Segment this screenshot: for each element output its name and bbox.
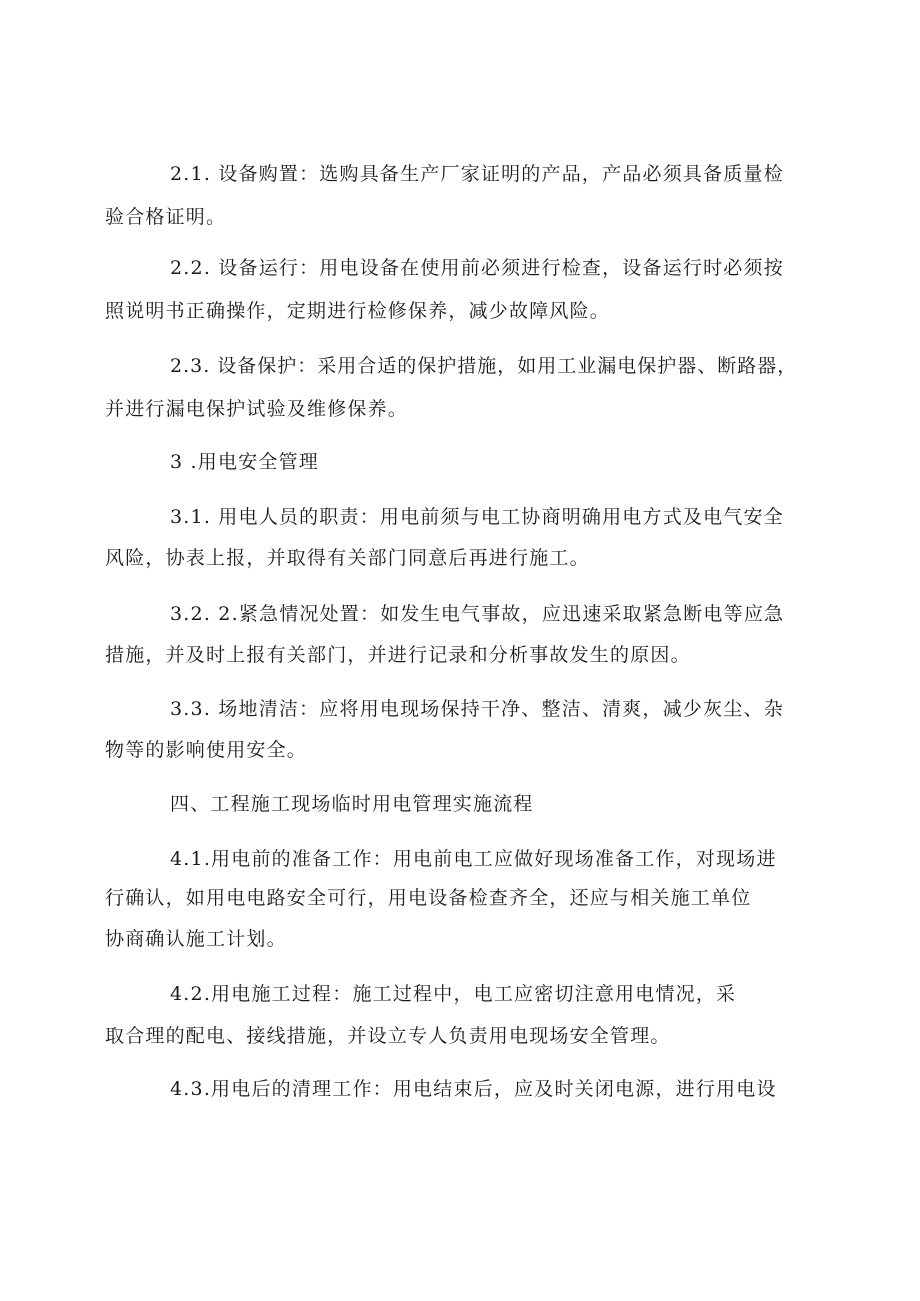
paragraph-line: 协商确认施工计划。 bbox=[105, 928, 287, 950]
paragraph-line: 风险，协表上报，并取得有关部门同意后再进行施工。 bbox=[105, 547, 590, 569]
paragraph-line: 3.1. 用电人员的职责：用电前须与电工协商明确用电方式及电气安全 bbox=[170, 506, 784, 528]
paragraph-line: 行确认，如用电电路安全可行，用电设备检查齐全，还应与相关施工单位 bbox=[105, 887, 752, 909]
paragraph-line: 取合理的配电、接线措施，并设立专人负责用电现场安全管理。 bbox=[105, 1025, 671, 1047]
section-heading: 四、工程施工现场临时用电管理实施流程 bbox=[170, 793, 534, 815]
paragraph-line: 验合格证明。 bbox=[105, 206, 227, 228]
paragraph-line: 措施，并及时上报有关部门，并进行记录和分析事故发生的原因。 bbox=[105, 644, 691, 666]
paragraph-line: 2.1. 设备购置：选购具备生产厂家证明的产品，产品必须具备质量检 bbox=[170, 163, 784, 185]
paragraph-line: 2.3. 设备保护：采用合适的保护措施，如用工业漏电保护器、断路器， bbox=[170, 355, 798, 377]
paragraph-line: 4.2.用电施工过程：施工过程中，电工应密切注意用电情况，采 bbox=[170, 983, 737, 1005]
paragraph-line: 并进行漏电保护试验及维修保养。 bbox=[105, 398, 409, 420]
paragraph-line: 4.1.用电前的准备工作：用电前电工应做好现场准备工作，对现场进 bbox=[170, 848, 777, 870]
paragraph-line: 物等的影响使用安全。 bbox=[105, 739, 308, 761]
section-heading: 3 .用电安全管理 bbox=[170, 451, 319, 473]
paragraph-line: 2.2. 设备运行：用电设备在使用前必须进行检查，设备运行时必须按 bbox=[170, 257, 784, 279]
paragraph-line: 4.3.用电后的清理工作：用电结束后，应及时关闭电源，进行用电设 bbox=[170, 1078, 777, 1100]
paragraph-line: 3.2. 2.紧急情况处置：如发生电气事故，应迅速采取紧急断电等应急 bbox=[170, 603, 785, 625]
paragraph-line: 3.3. 场地清洁：应将用电现场保持干净、整洁、清爽，减少灰尘、杂 bbox=[170, 698, 784, 720]
paragraph-line: 照说明书正确操作，定期进行检修保养，减少故障风险。 bbox=[105, 300, 611, 322]
